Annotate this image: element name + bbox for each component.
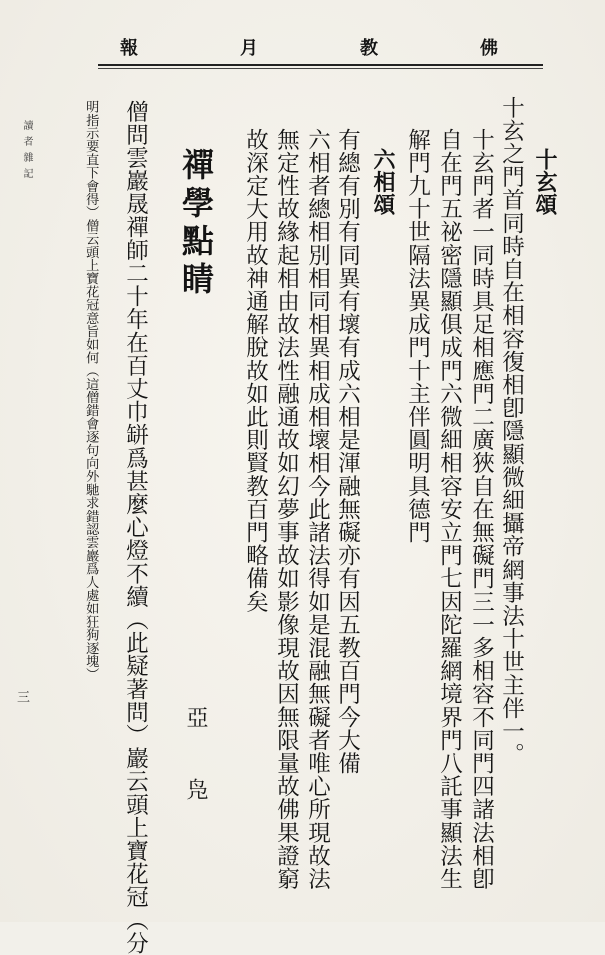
verse-shixuan: 十玄之門首同時自在相容復相卽隱顯微細攝帝網事法十世主伴一。	[498, 96, 525, 766]
body-column: 十玄門者一同時具足相應門二廣狹自在無礙門三一多相容不同門四諸法相卽	[468, 128, 495, 891]
header-char-2: 教	[360, 38, 380, 59]
verse-liuxiang: 有總有別有同異有壞有成六相是渾融無礙亦有因五教百門今大備	[334, 128, 361, 775]
body-column-annotated: 明指示要直下會得）僧云頭上寶花冠意旨如何（這僧錯會逐句向外馳求錯認雲巖爲人處如狂狗逐塊）	[83, 100, 99, 681]
margin-marks: 讀者雜記	[21, 120, 32, 184]
header-char-3: 月	[240, 38, 260, 59]
article-author: 亞 凫	[183, 706, 208, 814]
body-column: 六相者總相別相同相異相成相壞相今此諸法得如是混融無礙者唯心所現故法	[304, 128, 331, 891]
running-header	[120, 34, 500, 58]
body-column: 僧問雲巖晟禪師二十年在百丈巾缾爲甚麼心燈不續（此疑著問）巖云頭上寶花冠（分	[122, 100, 149, 955]
body-column: 故深定大用故神通解脫故如此則賢教百門略備矣	[242, 128, 269, 614]
body-column: 無定性故緣起相由故法性融通故如幻夢事故如影像現故因無限量故佛果證窮	[273, 128, 300, 891]
page-number: 三	[14, 690, 29, 703]
body-column: 解門九十世隔法異成門十主伴圓明具德門	[404, 128, 431, 544]
section-title-liuxiang: 六相頌	[370, 148, 396, 216]
header-char-1: 佛	[480, 38, 500, 59]
header-rule-thin	[98, 68, 543, 69]
section-title-shixuan: 十玄頌	[532, 148, 558, 216]
header-rule	[98, 64, 543, 66]
article-title: 禪學點睛	[177, 148, 215, 300]
header-char-4: 報	[120, 38, 140, 59]
body-column: 自在門五祕密隱顯俱成門六微細相容安立門七因陀羅網境界門八託事顯法生	[436, 128, 463, 891]
